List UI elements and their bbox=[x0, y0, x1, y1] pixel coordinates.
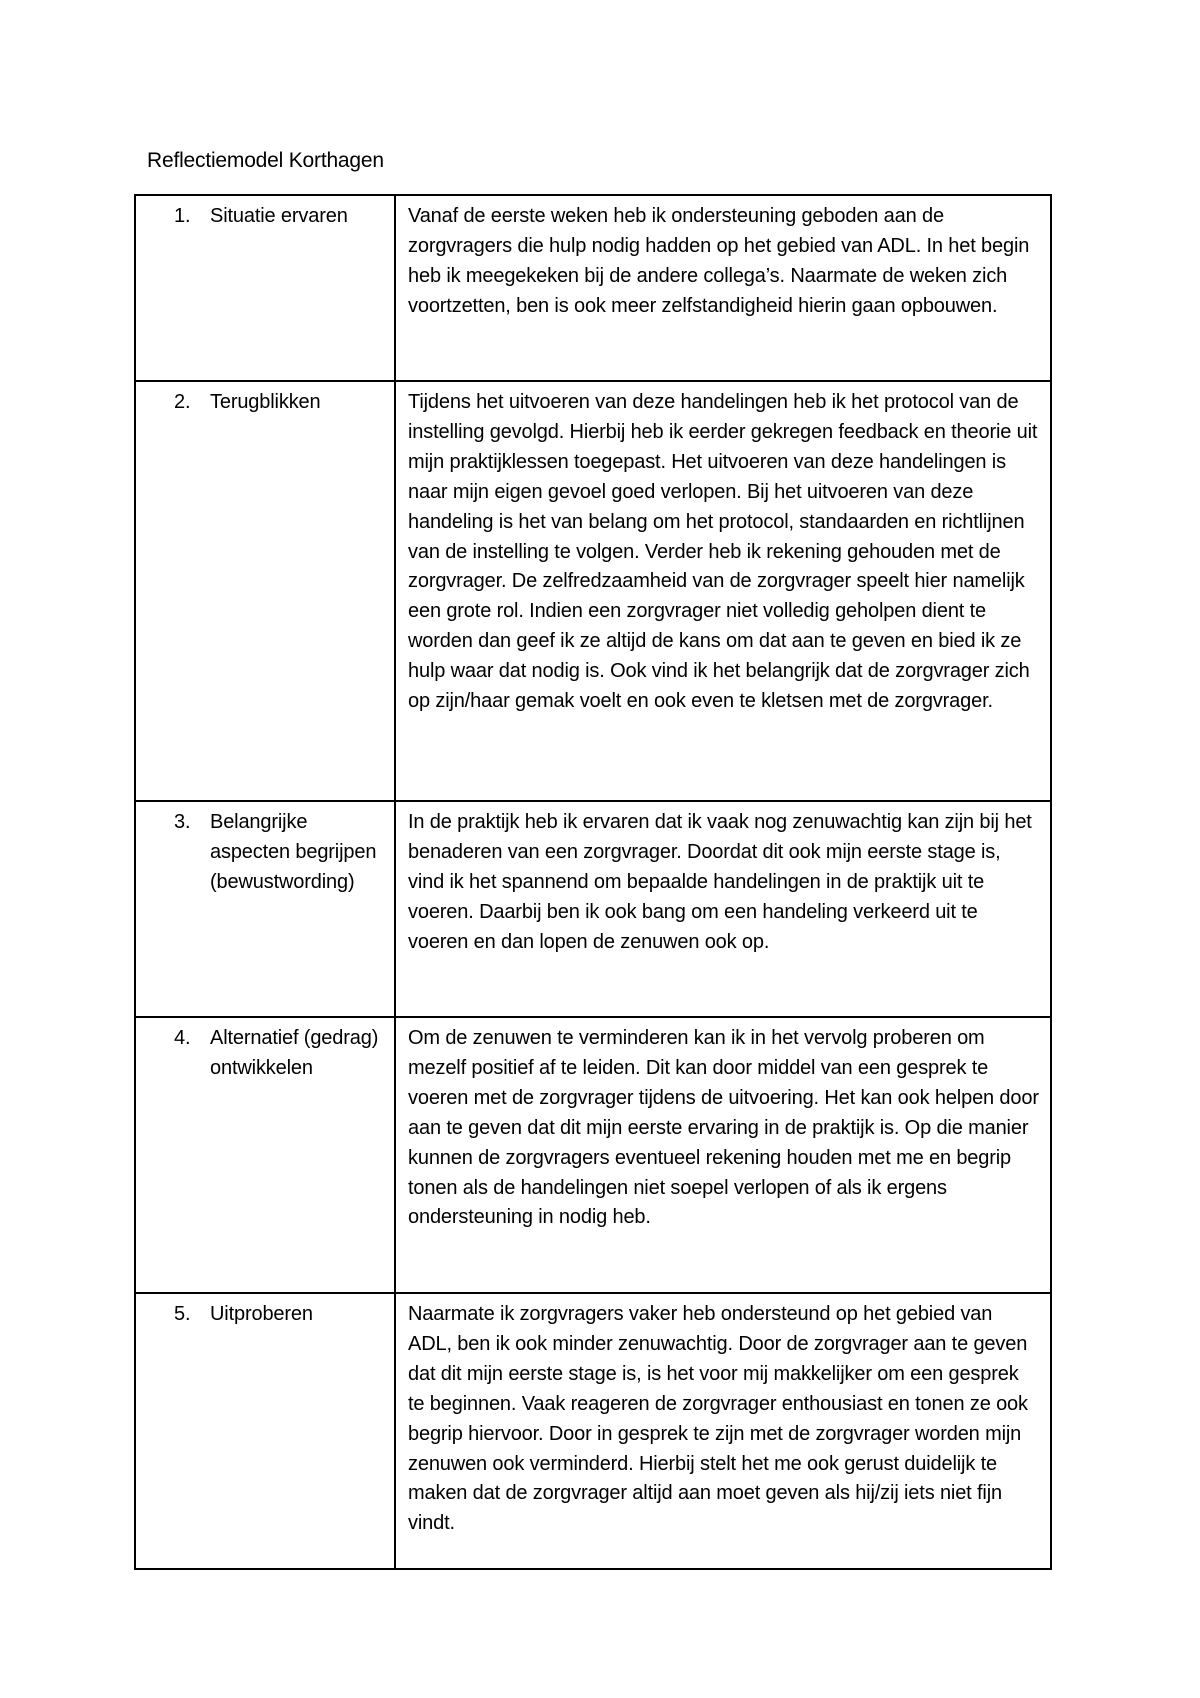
step-description: Vanaf de eerste weken heb ik ondersteuning geboden aan de zorgvragers die hulp nodig hadden op het gebied van ADL. In het begin heb ik meegekeken bij de andere collega’s. Naarmate de weken zich voortzetten, ben is ook meer zelfstandigheid hierin gaan opbouwen. bbox=[395, 195, 1051, 381]
step-description: Om de zenuwen te verminderen kan ik in het vervolg proberen om mezelf positief af te leiden. Dit kan door middel van een gesprek te voeren met de zorgvrager tijdens de uitvoering. Het kan ook helpen door aan te geven dat dit mijn eerste ervaring in de praktijk is. Op die manier kunnen de zorgvragers eventueel rekening houden met me en begrip tonen als de handelingen niet soepel verlopen of als ik ergens ondersteuning in nodig heb. bbox=[395, 1017, 1051, 1293]
step-description: In de praktijk heb ik ervaren dat ik vaak nog zenuwachtig kan zijn bij het benaderen van een zorgvrager. Doordat dit ook mijn eerste stage is, vind ik het spannend om bepaalde handelingen in de praktijk uit te voeren. Daarbij ben ik ook bang om een handeling verkeerd uit te voeren en dan lopen de zenuwen ook op. bbox=[395, 801, 1051, 1017]
step-cell bbox=[135, 1017, 395, 1293]
step-description: Tijdens het uitvoeren van deze handelingen heb ik het protocol van de instelling gevolgd. Hierbij heb ik eerder gekregen feedback en theorie uit mijn praktijklessen toegepast. Het uitvoeren van deze handelingen is naar mijn eigen gevoel goed verlopen. Bij het uitvoeren van deze handeling is het van belang om het protocol, standaarden en richtlijnen van de instelling te volgen. Verder heb ik rekening gehouden met de zorgvrager. De zelfredzaamheid van de zorgvrager speelt hier namelijk een grote rol. Indien een zorgvrager niet volledig geholpen dient te worden dan geef ik ze altijd de kans om dat aan te geven en bied ik ze hulp waar dat nodig is. Ook vind ik het belangrijk dat de zorgvrager zich op zijn/haar gemak voelt en ook even te kletsen met de zorgvrager. bbox=[395, 381, 1051, 801]
step-label: Uitproberen bbox=[210, 1303, 313, 1325]
step-label: Alternatief (gedrag) ontwikkelen bbox=[210, 1027, 379, 1079]
step-cell bbox=[135, 801, 395, 1017]
table-row bbox=[135, 1017, 1051, 1293]
step-number: 2. bbox=[174, 391, 191, 413]
step-number: 1. bbox=[174, 205, 191, 227]
step-number: 3. bbox=[174, 811, 191, 833]
page-title: Reflectiemodel Korthagen bbox=[147, 149, 384, 172]
step-number: 4. bbox=[174, 1027, 191, 1049]
step-cell bbox=[135, 195, 395, 381]
table-row bbox=[135, 381, 1051, 801]
step-number: 5. bbox=[174, 1303, 191, 1325]
step-label: Terugblikken bbox=[210, 391, 321, 413]
reflection-table bbox=[134, 194, 1052, 1570]
step-description: Naarmate ik zorgvragers vaker heb ondersteund op het gebied van ADL, ben ik ook minder zenuwachtig. Door de zorgvrager aan te geven dat dit mijn eerste stage is, is het voor mij makkelijker om een gesprek te beginnen. Vaak reageren de zorgvrager enthousiast en tonen ze ook begrip hiervoor. Door in gesprek te zijn met de zorgvrager worden mijn zenuwen ook verminderd. Hierbij stelt het me ook gerust duidelijk te maken dat de zorgvrager altijd aan moet geven als hij/zij iets niet fijn vindt. bbox=[395, 1293, 1051, 1569]
table-row bbox=[135, 195, 1051, 381]
step-cell bbox=[135, 381, 395, 801]
table-row bbox=[135, 1293, 1051, 1569]
step-cell bbox=[135, 1293, 395, 1569]
step-label: Situatie ervaren bbox=[210, 205, 348, 227]
step-label: Belangrijke aspecten begrijpen (bewustwording) bbox=[210, 811, 377, 893]
table-row bbox=[135, 801, 1051, 1017]
